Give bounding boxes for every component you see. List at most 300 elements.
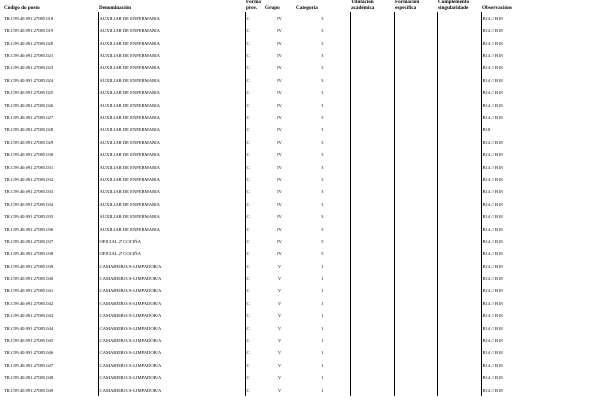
cell-grupo: IV — [277, 226, 282, 232]
cell-forma: C — [245, 148, 264, 160]
table-row — [3, 49, 609, 61]
cell-formacion — [394, 198, 437, 210]
cell-formacion — [394, 359, 437, 371]
cell-titulacion — [350, 49, 394, 61]
cell-formacion — [394, 297, 437, 309]
cell-observaciones: B14 // B18 — [481, 136, 609, 148]
cell-denominacion: OFICIAL 2ª COCIÑA — [98, 248, 245, 260]
table-row — [3, 74, 609, 86]
cell-categoria: 1 — [321, 338, 324, 344]
cell-forma: C — [245, 235, 264, 247]
cell-codigo: TR.C99.40.091.27085.037 — [4, 238, 54, 244]
cell-denominacion: AUXILIAR DE ENFERMARIA — [98, 49, 245, 61]
cell-denominacion: CAMAREIRO/A-LIMPADOR/A — [98, 372, 245, 384]
cell-formacion — [394, 186, 437, 198]
table-row — [3, 235, 609, 247]
cell-codigo: TR.C99.40.091.27085.026 — [4, 102, 54, 108]
table-row — [3, 310, 609, 322]
cell-categoria: 3 — [321, 189, 324, 195]
table-row — [3, 334, 609, 346]
cell-observaciones: B14 // B18 — [481, 25, 609, 37]
cell-observaciones: B14 // B18 — [481, 186, 609, 198]
cell-categoria: 3 — [321, 226, 324, 232]
cell-observaciones: B14 // B18 — [481, 310, 609, 322]
cell-codigo: TR.C99.40.091.27085.044 — [4, 325, 54, 331]
cell-grupo: IV — [277, 40, 282, 46]
cell-observaciones: B14 // B18 — [481, 148, 609, 160]
cell-denominacion: AUXILIAR DE ENFERMARIA — [98, 161, 245, 173]
cell-titulacion — [350, 37, 394, 49]
cell-grupo: IV — [277, 164, 282, 170]
cell-codigo: TR.C99.40.091.27085.019 — [4, 28, 54, 34]
cell-codigo: TR.C99.40.091.27085.028 — [4, 127, 54, 133]
cell-grupo: IV — [277, 115, 282, 120]
cell-categoria: 3 — [321, 77, 324, 83]
cell-codigo: TR.C99.40.091.27085.025 — [4, 90, 54, 96]
cell-formacion — [394, 37, 437, 49]
cell-observaciones: B14 // B18 — [481, 272, 609, 284]
cell-forma: C — [245, 12, 264, 24]
cell-categoria: 1 — [321, 313, 324, 319]
cell-observaciones: B14 // B18 — [481, 347, 609, 359]
cell-observaciones: B14 // B18 — [481, 297, 609, 309]
cell-grupo: IV — [277, 189, 282, 195]
cell-forma: C — [245, 111, 264, 123]
cell-formacion — [394, 136, 437, 148]
cell-observaciones: B14 // B18 — [481, 49, 609, 61]
cell-grupo: V — [277, 288, 282, 294]
cell-codigo: TR.C99.40.091.27085.040 — [4, 276, 54, 282]
table-row — [3, 99, 609, 111]
cell-observaciones: B14 // B18 — [481, 99, 609, 111]
cell-observaciones: B14 // B18 — [481, 322, 609, 334]
table-row — [3, 223, 609, 235]
cell-categoria: 1 — [321, 375, 324, 381]
cell-codigo: TR.C99.40.091.27085.035 — [4, 214, 54, 220]
cell-titulacion — [350, 161, 394, 173]
cell-categoria: 3 — [321, 115, 324, 120]
table-row — [3, 148, 609, 160]
cell-formacion — [394, 310, 437, 322]
cell-observaciones: B14 // B18 — [481, 62, 609, 74]
cell-forma: C — [245, 210, 264, 222]
cell-forma: C — [245, 25, 264, 37]
table-row — [3, 248, 609, 260]
cell-grupo: V — [277, 276, 282, 282]
cell-observaciones: B14 // B18 — [481, 173, 609, 185]
cell-formacion — [394, 235, 437, 247]
table-row — [3, 297, 609, 309]
cell-categoria: 3 — [321, 28, 324, 34]
cell-denominacion: CAMAREIRO/A-LIMPADOR/A — [98, 322, 245, 334]
cell-codigo: TR.C99.40.091.27085.032 — [4, 176, 54, 182]
cell-categoria: 1 — [321, 288, 324, 294]
cell-denominacion: AUXILIAR DE ENFERMARIA — [98, 111, 245, 123]
cell-complemento — [437, 272, 481, 284]
table-row — [3, 161, 609, 173]
cell-titulacion — [350, 148, 394, 160]
cell-complemento — [437, 161, 481, 173]
cell-complemento — [437, 136, 481, 148]
cell-formacion — [394, 74, 437, 86]
cell-denominacion: CAMAREIRO/A-LIMPADOR/A — [98, 347, 245, 359]
header-forma: Forma prov. — [246, 0, 261, 11]
cell-observaciones: B14 // B18 — [481, 384, 609, 396]
cell-observaciones: B14 // B18 — [481, 161, 609, 173]
cell-complemento — [437, 285, 481, 297]
cell-grupo: IV — [277, 214, 282, 220]
cell-grupo: V — [277, 350, 282, 356]
cell-grupo: IV — [277, 251, 282, 257]
cell-titulacion — [350, 99, 394, 111]
cell-complemento — [437, 248, 481, 260]
cell-forma: C — [245, 260, 264, 272]
cell-forma: C — [245, 285, 264, 297]
cell-grupo: V — [277, 300, 282, 306]
table-body — [3, 12, 609, 396]
cell-formacion — [394, 99, 437, 111]
cell-titulacion — [350, 310, 394, 322]
cell-denominacion: CAMAREIRO/A-LIMPADOR/A — [98, 384, 245, 396]
cell-complemento — [437, 173, 481, 185]
cell-codigo: TR.C99.40.091.27085.043 — [4, 313, 54, 319]
cell-observaciones: B14 // B18 — [481, 334, 609, 346]
cell-codigo: TR.C99.40.091.27085.021 — [4, 53, 54, 59]
cell-forma: C — [245, 272, 264, 284]
table-row — [3, 285, 609, 297]
cell-observaciones: B14 // B18 — [481, 235, 609, 247]
cell-forma: C — [245, 74, 264, 86]
cell-formacion — [394, 49, 437, 61]
cell-categoria: 3 — [321, 102, 324, 108]
table-row — [3, 359, 609, 371]
cell-denominacion: AUXILIAR DE ENFERMARIA — [98, 198, 245, 210]
cell-titulacion — [350, 248, 394, 260]
cell-grupo: IV — [277, 201, 282, 207]
header-categoria: Categoría — [296, 4, 318, 11]
cell-complemento — [437, 210, 481, 222]
cell-codigo: TR.C99.40.091.27085.024 — [4, 77, 54, 83]
cell-formacion — [394, 347, 437, 359]
cell-denominacion: AUXILIAR DE ENFERMARIA — [98, 210, 245, 222]
cell-codigo: TR.C99.40.091.27085.045 — [4, 338, 54, 344]
cell-categoria: 3 — [321, 139, 324, 145]
cell-formacion — [394, 210, 437, 222]
cell-categoria: 1 — [321, 362, 324, 368]
cell-grupo: IV — [277, 77, 282, 83]
cell-codigo: TR.C99.40.091.27085.018 — [4, 15, 54, 21]
cell-complemento — [437, 223, 481, 235]
cell-forma: C — [245, 173, 264, 185]
cell-denominacion: AUXILIAR DE ENFERMARIA — [98, 186, 245, 198]
cell-titulacion — [350, 74, 394, 86]
cell-grupo: V — [277, 263, 282, 269]
cell-observaciones: B18 — [481, 124, 609, 136]
cell-categoria: 1 — [321, 325, 324, 331]
cell-codigo: TR.C99.40.091.27085.046 — [4, 350, 54, 356]
cell-forma: C — [245, 322, 264, 334]
cell-forma: C — [245, 124, 264, 136]
cell-observaciones: B14 // B18 — [481, 372, 609, 384]
cell-formacion — [394, 161, 437, 173]
cell-formacion — [394, 223, 437, 235]
cell-categoria: 1 — [321, 300, 324, 306]
cell-formacion — [394, 334, 437, 346]
cell-observaciones: B14 // B18 — [481, 248, 609, 260]
cell-observaciones: B14 // B18 — [481, 359, 609, 371]
table-row — [3, 347, 609, 359]
cell-complemento — [437, 334, 481, 346]
table-row — [3, 272, 609, 284]
cell-formacion — [394, 12, 437, 24]
cell-formacion — [394, 322, 437, 334]
cell-denominacion: AUXILIAR DE ENFERMARIA — [98, 99, 245, 111]
cell-grupo: IV — [277, 90, 282, 96]
cell-denominacion: AUXILIAR DE ENFERMARIA — [98, 124, 245, 136]
header-observaciones: Observacións — [482, 4, 512, 11]
cell-titulacion — [350, 297, 394, 309]
cell-titulacion — [350, 372, 394, 384]
cell-forma: C — [245, 384, 264, 396]
cell-denominacion: CAMAREIRO/A-LIMPADOR/A — [98, 359, 245, 371]
cell-formacion — [394, 62, 437, 74]
cell-formacion — [394, 148, 437, 160]
cell-categoria: 1 — [321, 276, 324, 282]
cell-categoria: 3 — [321, 201, 324, 207]
cell-grupo: V — [277, 338, 282, 344]
cell-forma: C — [245, 223, 264, 235]
header-grupo: Grupo — [265, 4, 280, 11]
cell-titulacion — [350, 272, 394, 284]
cell-grupo: IV — [277, 53, 282, 59]
table-row — [3, 111, 609, 123]
cell-forma: C — [245, 334, 264, 346]
cell-formacion — [394, 248, 437, 260]
cell-titulacion — [350, 62, 394, 74]
cell-forma: C — [245, 136, 264, 148]
cell-complemento — [437, 322, 481, 334]
cell-codigo: TR.C99.40.091.27085.027 — [4, 115, 54, 120]
cell-codigo: TR.C99.40.091.27085.030 — [4, 152, 54, 158]
cell-forma: C — [245, 161, 264, 173]
cell-titulacion — [350, 25, 394, 37]
cell-categoria: 5 — [321, 238, 324, 244]
header-codigo: Código do posto — [4, 4, 40, 11]
cell-titulacion — [350, 384, 394, 396]
cell-grupo: IV — [277, 102, 282, 108]
cell-grupo: IV — [277, 127, 282, 133]
cell-denominacion: AUXILIAR DE ENFERMARIA — [98, 223, 245, 235]
cell-observaciones: B14 // B18 — [481, 260, 609, 272]
cell-formacion — [394, 25, 437, 37]
cell-denominacion: AUXILIAR DE ENFERMARIA — [98, 37, 245, 49]
table-row — [3, 136, 609, 148]
cell-observaciones: B14 // B18 — [481, 285, 609, 297]
cell-observaciones: B14 // B18 — [481, 12, 609, 24]
cell-codigo: TR.C99.40.091.27085.020 — [4, 40, 54, 46]
table-row — [3, 124, 609, 136]
cell-categoria: 3 — [321, 152, 324, 158]
header-titulacion: Titulación académica — [351, 0, 375, 11]
cell-titulacion — [350, 235, 394, 247]
cell-codigo: TR.C99.40.091.27085.039 — [4, 263, 54, 269]
cell-observaciones: B14 // B18 — [481, 87, 609, 99]
cell-denominacion: AUXILIAR DE ENFERMARIA — [98, 12, 245, 24]
table-header-row — [3, 0, 609, 12]
cell-formacion — [394, 260, 437, 272]
cell-observaciones: B14 // B18 — [481, 111, 609, 123]
cell-grupo: V — [277, 387, 282, 393]
cell-formacion — [394, 384, 437, 396]
cell-categoria: 3 — [321, 127, 324, 133]
cell-categoria: 3 — [321, 40, 324, 46]
cell-denominacion: CAMAREIRO/A-LIMPADOR/A — [98, 285, 245, 297]
cell-categoria: 3 — [321, 15, 324, 21]
table-row — [3, 260, 609, 272]
cell-titulacion — [350, 285, 394, 297]
table-row — [3, 62, 609, 74]
cell-complemento — [437, 25, 481, 37]
cell-titulacion — [350, 359, 394, 371]
cell-formacion — [394, 173, 437, 185]
cell-formacion — [394, 111, 437, 123]
cell-titulacion — [350, 124, 394, 136]
cell-codigo: TR.C99.40.091.27085.047 — [4, 362, 54, 368]
cell-denominacion: OFICIAL 2ª COCIÑA — [98, 235, 245, 247]
cell-codigo: TR.C99.40.091.27085.029 — [4, 139, 54, 145]
cell-complemento — [437, 99, 481, 111]
cell-complemento — [437, 310, 481, 322]
cell-complemento — [437, 74, 481, 86]
cell-codigo: TR.C99.40.091.27085.034 — [4, 201, 54, 207]
cell-codigo: TR.C99.40.091.27085.033 — [4, 189, 54, 195]
cell-complemento — [437, 260, 481, 272]
cell-formacion — [394, 372, 437, 384]
cell-titulacion — [350, 111, 394, 123]
cell-forma: C — [245, 347, 264, 359]
cell-categoria: 3 — [321, 176, 324, 182]
cell-grupo: V — [277, 313, 282, 319]
cell-forma: C — [245, 372, 264, 384]
cell-complemento — [437, 235, 481, 247]
cell-grupo: V — [277, 375, 282, 381]
cell-grupo: V — [277, 362, 282, 368]
cell-titulacion — [350, 87, 394, 99]
cell-titulacion — [350, 260, 394, 272]
cell-denominacion: CAMAREIRO/A-LIMPADOR/A — [98, 260, 245, 272]
cell-observaciones: B14 // B18 — [481, 198, 609, 210]
cell-denominacion: AUXILIAR DE ENFERMARIA — [98, 62, 245, 74]
cell-codigo: TR.C99.40.091.27085.042 — [4, 300, 54, 306]
cell-observaciones: B14 // B18 — [481, 210, 609, 222]
cell-categoria: 3 — [321, 90, 324, 96]
cell-grupo: IV — [277, 28, 282, 34]
header-formacion: Formación específica — [395, 0, 420, 11]
cell-grupo: IV — [277, 238, 282, 244]
cell-titulacion — [350, 347, 394, 359]
cell-formacion — [394, 285, 437, 297]
cell-complemento — [437, 49, 481, 61]
cell-complemento — [437, 148, 481, 160]
cell-forma: C — [245, 87, 264, 99]
cell-codigo: TR.C99.40.091.27085.023 — [4, 65, 54, 71]
cell-observaciones: B14 // B18 — [481, 223, 609, 235]
cell-titulacion — [350, 223, 394, 235]
cell-complemento — [437, 384, 481, 396]
posts-table — [3, 0, 609, 396]
cell-titulacion — [350, 12, 394, 24]
table-row — [3, 37, 609, 49]
cell-forma: C — [245, 49, 264, 61]
cell-grupo: V — [277, 325, 282, 331]
cell-codigo: TR.C99.40.091.27085.031 — [4, 164, 54, 170]
cell-complemento — [437, 87, 481, 99]
cell-forma: C — [245, 198, 264, 210]
cell-complemento — [437, 37, 481, 49]
cell-complemento — [437, 359, 481, 371]
cell-complemento — [437, 62, 481, 74]
cell-denominacion: AUXILIAR DE ENFERMARIA — [98, 74, 245, 86]
cell-formacion — [394, 87, 437, 99]
cell-denominacion: AUXILIAR DE ENFERMARIA — [98, 136, 245, 148]
cell-forma: C — [245, 310, 264, 322]
cell-grupo: IV — [277, 139, 282, 145]
cell-denominacion: AUXILIAR DE ENFERMARIA — [98, 148, 245, 160]
cell-complemento — [437, 124, 481, 136]
cell-categoria: 5 — [321, 251, 324, 257]
cell-titulacion — [350, 186, 394, 198]
cell-formacion — [394, 124, 437, 136]
cell-categoria: 3 — [321, 164, 324, 170]
cell-forma: C — [245, 186, 264, 198]
table-row — [3, 87, 609, 99]
cell-observaciones: B14 // B18 — [481, 37, 609, 49]
cell-categoria: 3 — [321, 214, 324, 220]
table-row — [3, 186, 609, 198]
cell-grupo: IV — [277, 15, 282, 21]
cell-categoria: 1 — [321, 350, 324, 356]
cell-denominacion: CAMAREIRO/A-LIMPADOR/A — [98, 334, 245, 346]
cell-categoria: 1 — [321, 263, 324, 269]
cell-codigo: TR.C99.40.091.27085.048 — [4, 375, 54, 381]
cell-forma: C — [245, 99, 264, 111]
cell-categoria: 1 — [321, 387, 324, 393]
cell-observaciones: B14 // B18 — [481, 74, 609, 86]
cell-codigo: TR.C99.40.091.27085.036 — [4, 226, 54, 232]
cell-complemento — [437, 198, 481, 210]
cell-denominacion: AUXILIAR DE ENFERMARIA — [98, 87, 245, 99]
cell-forma: C — [245, 62, 264, 74]
cell-categoria: 3 — [321, 53, 324, 59]
cell-forma: C — [245, 297, 264, 309]
header-denominacion: Denominación — [99, 4, 131, 11]
cell-denominacion: CAMAREIRO/A-LIMPADOR/A — [98, 272, 245, 284]
cell-codigo: TR.C99.40.091.27085.049 — [4, 387, 54, 393]
cell-titulacion — [350, 198, 394, 210]
table-row — [3, 210, 609, 222]
table-row — [3, 173, 609, 185]
cell-titulacion — [350, 136, 394, 148]
cell-forma: C — [245, 359, 264, 371]
cell-denominacion: CAMAREIRO/A-LIMPADOR/A — [98, 297, 245, 309]
cell-codigo: TR.C99.40.091.27085.041 — [4, 288, 54, 294]
cell-grupo: IV — [277, 65, 282, 71]
table-row — [3, 198, 609, 210]
cell-forma: C — [245, 248, 264, 260]
table-row — [3, 12, 609, 24]
cell-denominacion: CAMAREIRO/A-LIMPADOR/A — [98, 310, 245, 322]
cell-complemento — [437, 297, 481, 309]
